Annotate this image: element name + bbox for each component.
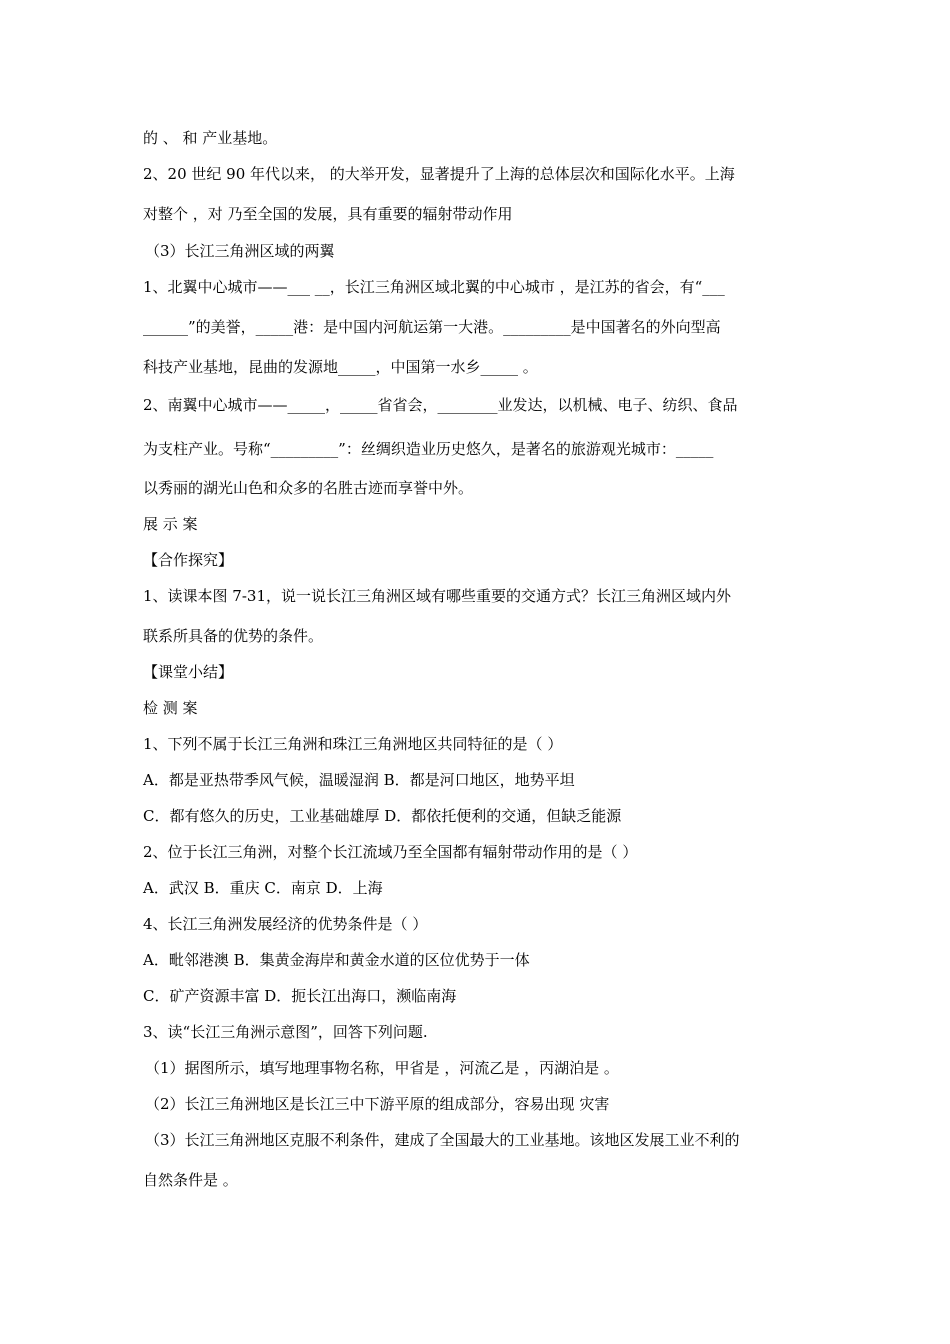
answer-option: C．矿产资源丰富 D．扼长江出海口，濒临南海: [143, 987, 457, 1005]
answer-option: A．武汉 B．重庆 C．南京 D．上海: [143, 879, 383, 897]
text-line: 1、北翼中心城市——___ __，长江三角洲区域北翼的中心城市 ，是江苏的省会，有“___: [143, 278, 725, 296]
section-heading: 【合作探究】: [143, 551, 234, 569]
text-line: 2、20 世纪 90 年代以来， 的大举开发，显著提升了上海的总体层次和国际化水平。上海: [143, 165, 735, 183]
text-line: 2、南翼中心城市——_____，_____省省会，________业发达，以机械、电子、纺织、食品: [143, 396, 738, 414]
text-line: ______”的美誉，_____港：是中国内河航运第一大港。_________是中国著名的外向型高: [143, 318, 721, 336]
section-heading: （3）长江三角洲区域的两翼: [145, 242, 335, 260]
section-heading: 【课堂小结】: [143, 663, 234, 681]
answer-option: C．都有悠久的历史，工业基础雄厚 D．都依托便利的交通，但缺乏能源: [143, 807, 622, 825]
text-line: 对整个 ，对 乃至全国的发展，具有重要的辐射带动作用: [143, 205, 513, 223]
text-line: 为支柱产业。号称“_________”：丝绸织造业历史悠久，是著名的旅游观光城市：_____: [143, 440, 714, 458]
text-line: 以秀丽的湖光山色和众多的名胜古迹而享誉中外。: [143, 479, 474, 497]
text-line: 科技产业基地，昆曲的发源地_____，中国第一水乡_____ 。: [143, 358, 538, 376]
answer-option: A．毗邻港澳 B．集黄金海岸和黄金水道的区位优势于一体: [143, 951, 530, 969]
sub-question: （1）据图所示，填写地理事物名称，甲省是 ，河流乙是 ，丙湖泊是 。: [145, 1059, 619, 1077]
section-heading: 展 示 案: [143, 515, 198, 533]
text-line: 1、读课本图 7-31，说一说长江三角洲区域有哪些重要的交通方式？长江三角洲区域内外: [143, 587, 732, 605]
question: 4、长江三角洲发展经济的优势条件是（ ）: [143, 915, 428, 933]
sub-question: （2）长江三角洲地区是长江三中下游平原的组成部分，容易出现 灾害: [145, 1095, 610, 1113]
text-line: 的 、 和 产业基地。: [143, 129, 278, 147]
question: 1、下列不属于长江三角洲和珠江三角洲地区共同特征的是（ ）: [143, 735, 563, 753]
answer-option: A．都是亚热带季风气候，温暖湿润 B．都是河口地区，地势平坦: [143, 771, 575, 789]
text-line: 自然条件是 。: [143, 1171, 238, 1189]
text-line: 联系所具备的优势的条件。: [143, 627, 324, 645]
sub-question: （3）长江三角洲地区克服不利条件，建成了全国最大的工业基地。该地区发展工业不利的: [145, 1131, 740, 1149]
question: 3、读“长江三角洲示意图”，回答下列问题.: [143, 1023, 428, 1041]
section-heading: 检 测 案: [143, 699, 198, 717]
question: 2、位于长江三角洲，对整个长江流域乃至全国都有辐射带动作用的是（ ）: [143, 843, 638, 861]
